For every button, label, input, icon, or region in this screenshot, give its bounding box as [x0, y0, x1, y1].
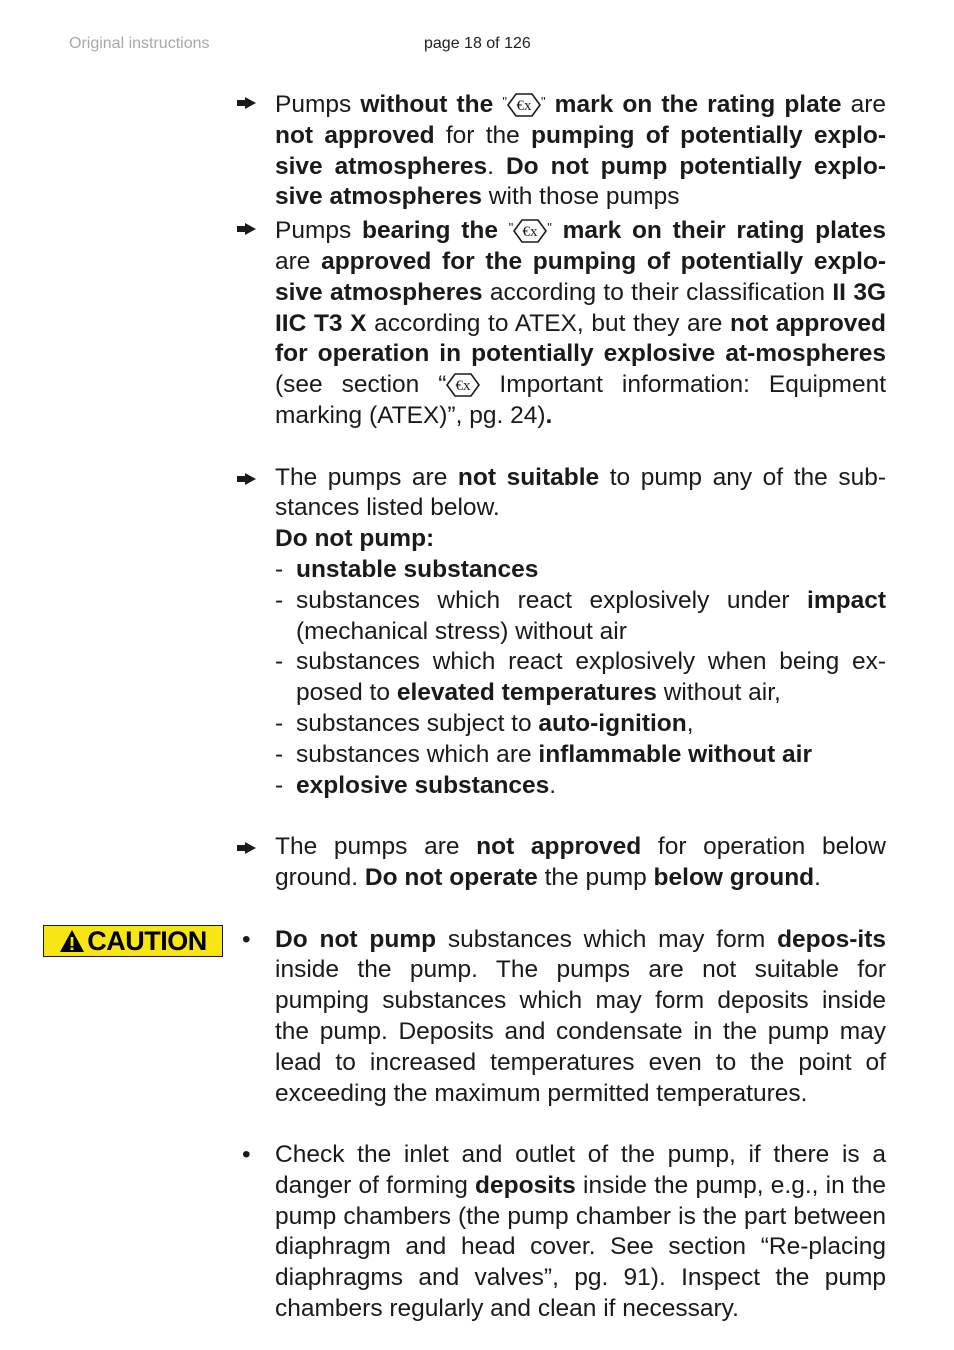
- list-item: - substances which are inflammable without air: [275, 740, 813, 768]
- bullet-point: •: [242, 925, 251, 953]
- right-arrow-icon: [240, 832, 256, 863]
- instruction-pumps-without-ex-mark: Pumps without the " €x " mark on the rating plate are not approved for the pumping of potentially explo-sive atmospheres. Do not pump potentially explo-sive atmospheres with those pumps: [240, 87, 886, 213]
- svg-text:€x: €x: [516, 98, 532, 114]
- bullet-point: •: [242, 1141, 251, 1169]
- right-arrow-icon: [240, 463, 256, 494]
- header-page-number: page 18 of 126: [424, 35, 531, 52]
- main-content: [240, 87, 886, 1325]
- list-item: - substances subject to auto-ignition,: [275, 709, 694, 737]
- instruction-unsuitable-substances: The pumps are not suitable to pump any of the sub-stances listed below. Do not pump: - unstable substances - substances which react explosively under impact (mechanical stress) without air - substances which react explosively when being ex-posed to elevated temperatures without air, - substances subject to auto-ignition, - substances which are inflammable without air - explosive substances.: [240, 463, 886, 802]
- right-arrow-icon: [240, 87, 256, 118]
- ex-atex-mark-icon: [513, 219, 547, 243]
- list-item: - unstable substances: [275, 555, 539, 583]
- caution-label: [43, 925, 223, 957]
- list-item: - explosive substances.: [275, 771, 557, 799]
- svg-text:€x: €x: [522, 224, 538, 241]
- do-not-pump-heading: Do not pump:: [275, 525, 435, 553]
- do-not-pump-list: [275, 555, 886, 801]
- list-item: - substances which react explosively under impact (mechanical stress) without air: [275, 586, 886, 645]
- caution-text: CAUTION: [87, 925, 207, 956]
- svg-text:€x: €x: [455, 378, 471, 395]
- ex-atex-mark-icon: [446, 373, 480, 397]
- list-item: - substances which react explosively when being ex-posed to elevated temperatures without air,: [275, 648, 886, 707]
- header-document-type: Original instructions: [69, 35, 210, 52]
- caution-deposits-paragraph: • Do not pump substances which may form depos-its inside the pump. The pumps are not suitable for pumping substances which may form deposits inside the pump. Deposits and condensate in the pump may lead to increased temperatures even to the point of exceeding the maximum permitted temperatures.: [242, 925, 886, 1107]
- warning-triangle-icon: [59, 929, 85, 953]
- instruction-below-ground: The pumps are not approved for operation below ground. Do not operate the pump below ground.: [240, 832, 886, 894]
- right-arrow-icon: [240, 213, 256, 244]
- check-inlet-outlet-paragraph: • Check the inlet and outlet of the pump, if there is a danger of forming deposits inside the pump, e.g., in the pump chambers (the pump chamber is the part between diaphragm and head cover. See section “Re-placing diaphragms and valves”, pg. 91). Inspect the pump chambers regularly and clean if necessary.: [242, 1141, 886, 1323]
- ex-atex-mark-icon: [507, 93, 541, 117]
- instruction-pumps-with-ex-mark: Pumps bearing the " €x " mark on their rating plates are approved for the pumping of potentially explo-sive atmospheres according to their classification II 3G IIC T3 X according to ATEX, but they are not approved for operation in potentially explosive at-mospheres (see section “ €x Important information: Equipment marking (ATEX)”, pg. 24).: [240, 213, 886, 432]
